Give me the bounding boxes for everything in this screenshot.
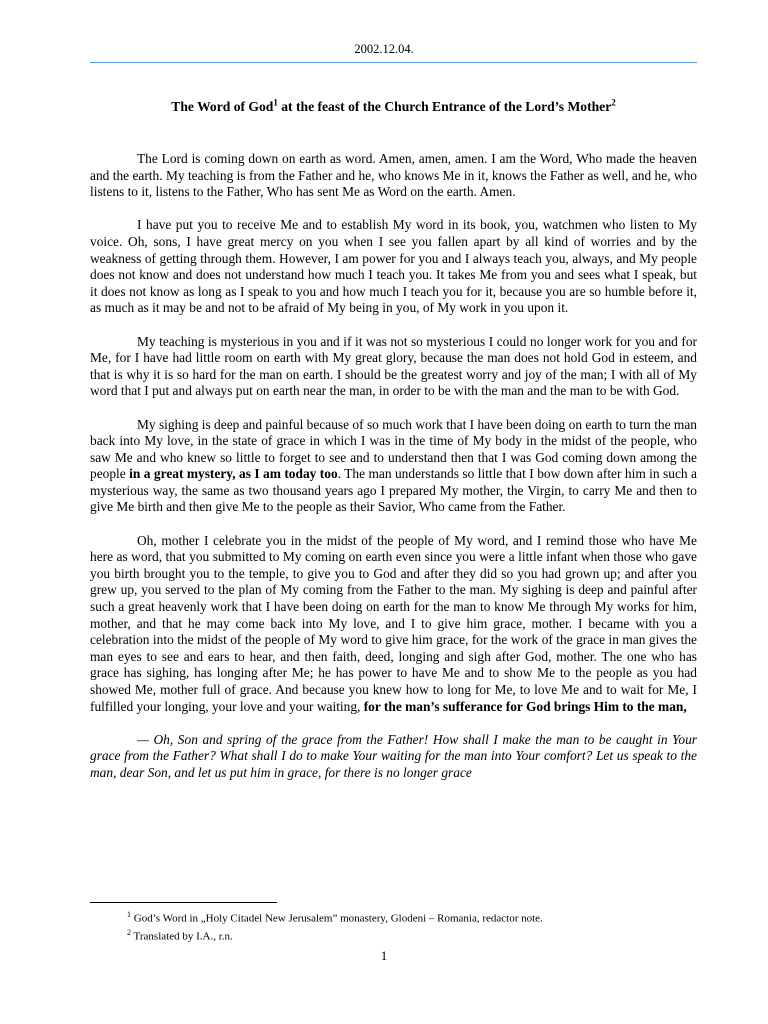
paragraph-5-emphasis: for the man’s sufferance for God brings Him to the man, xyxy=(363,698,687,714)
paragraph-4-text-end: . The man understands so little that I bow down after him in such a mysterious way, the same as two thousand years ago I prepared My mother, the Virgin, to carry Me and then to give Me birth and then give Me to the people as their Savior, Who came from the Father. xyxy=(90,466,697,515)
footnote-1 xyxy=(127,908,697,926)
title-text: The Word of God xyxy=(171,99,274,114)
page-title xyxy=(90,99,697,115)
page-number: 1 xyxy=(380,948,388,963)
footnotes xyxy=(127,908,697,943)
footnote-1-mark: 1 xyxy=(127,910,131,919)
paragraph-6: — Oh, Son and spring of the grace from the Father! How shall I make the man to be caught in Your grace from the Father? What shall I do to make Your waiting for the man into Your comfort? Let us speak to the man, dear Son, and let us put him in grace, for there is no longer grace xyxy=(90,731,697,780)
header-date: 2002.12.04. xyxy=(354,42,414,56)
footnote-ref-1[interactable]: 1 xyxy=(273,97,278,108)
footnote-2 xyxy=(127,926,697,944)
paragraph-4 xyxy=(90,417,697,517)
document-body xyxy=(90,151,697,798)
paragraph-4-emphasis: in a great mystery, as I am today too xyxy=(129,466,338,482)
footnote-ref-2[interactable]: 2 xyxy=(611,97,616,108)
paragraph-5-text: Oh, mother I celebrate you in the midst of the people of My word, and I remind those who have Me here as word, that you submitted to My coming on earth even since you were a little infant when those who gave you birth brought you to the temple, to give you to God and after they did so you had grown up; and after you grew up, you served to the plan of My coming from the Father to the man. My sighing is deep and painful after such a great heavenly work that I have been doing on earth for the man to know Me through My works for him, mother, and that he may come back into My love, and I to give him grace, mother. I became with you a celebration into the midst of the people of My word to give him grace, for the work of the grace in man gives the man eyes to see and ears to hear, and then faith, deed, longing and sigh after God, mother. The one who has grace has sighing, has longing after Me; he has power to have Me and to show Me to the people as you had showed Me, mother full of grace. And because you knew how to long for Me, to love Me and to wait for Me, I fulfilled your longing, your love and your waiting, xyxy=(90,532,697,714)
paragraph-5 xyxy=(90,533,697,716)
paragraph-4-text: My sighing is deep and painful because of so much work that I have been doing on earth to turn the man back into My love, in the state of grace in which I was in the time of My body in the midst of the people, who saw Me and who knew so little to forget to see and to understand then that I was God coming down among the people xyxy=(90,416,697,482)
footnote-2-mark: 2 xyxy=(127,927,131,937)
paragraph-3: My teaching is mysterious in you and if it was not so mysterious I could no longer work for you and for Me, for I have had little room on earth with My great glory, because the man does not hold God in esteem, and that is why it is so hard for the man on earth. I should be the greatest worry and joy of the man; I with all of My word that I put and always put on earth near the man, in order to be with the man and the man to be with God. xyxy=(90,333,697,399)
header-divider xyxy=(90,62,697,63)
paragraph-1: The Lord is coming down on earth as word. Amen, amen, amen. I am the Word, Who made the heaven and the earth. My teaching is from the Father and he, who knows Me in it, knows the Father as well, and he, who listens to it, listens to the Father, Who has sent Me as Word on the earth. Amen. xyxy=(90,151,697,200)
title-text-continued: at the feast of the Church Entrance of the Lord’s Mother xyxy=(277,99,612,114)
footnote-1-text: God’s Word in „Holy Citadel New Jerusalem” monastery, Glodeni – Romania, redactor note. xyxy=(131,912,543,925)
footnote-divider xyxy=(90,902,277,903)
paragraph-2: I have put you to receive Me and to establish My word in its book, you, watchmen who listen to My voice. Oh, sons, I have great mercy on you when I see you fallen apart by all kind of worries and by the weakness of getting through them. However, I am power for you and I always teach you, always, and My people does not know and does not understand how much I teach you. It takes Me from you and sees what I speak, but it does not know as long as I speak to you and how much I teach you for it, because you are so humble before it, as much as it may be and not to be afraid of My being in you, of My work in you upon it. xyxy=(90,217,697,316)
footnote-2-text: Translated by I.A., r.n. xyxy=(131,930,233,943)
